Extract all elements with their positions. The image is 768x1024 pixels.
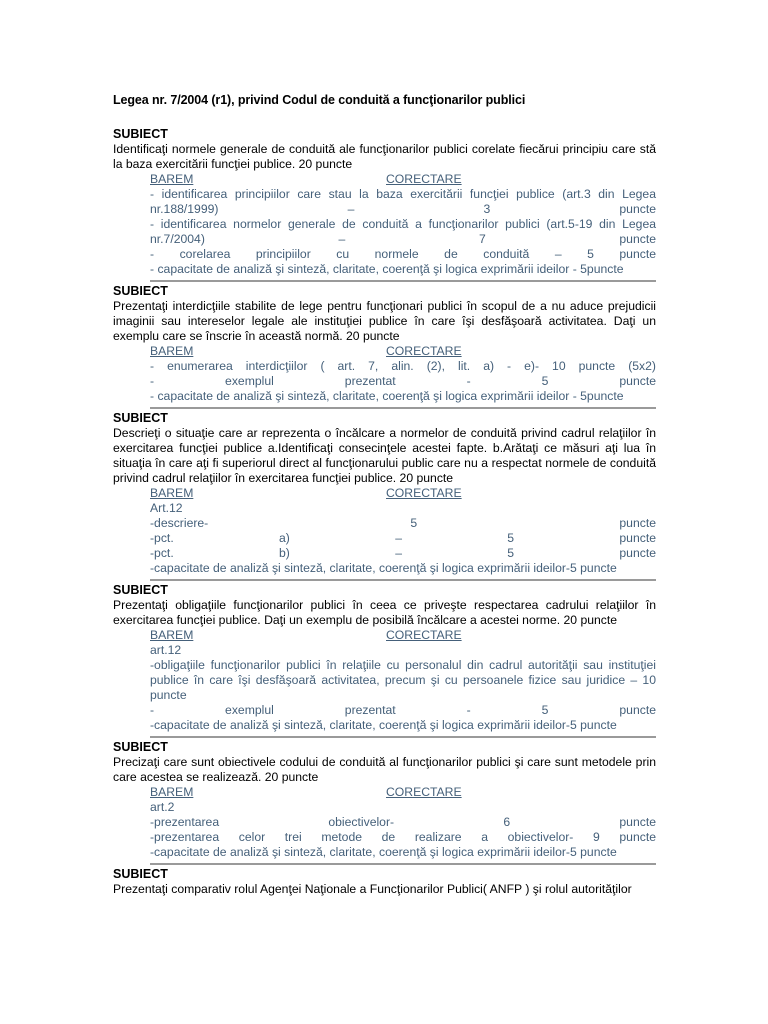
- barem-label: BAREM: [150, 344, 194, 358]
- barem-item: -obligaţiile funcţionarilor publici în relaţiile cu personalul din cadrul autorităţii sau instituţiei publice în care îşi desfăşoară activitatea, precum şi cu persoanele fizice sau juridice – 10 puncte: [150, 658, 656, 702]
- document-title: Legea nr. 7/2004 (r1), privind Codul de conduită a funcţionarilor publici: [113, 93, 526, 107]
- corectare-label: CORECTARE: [386, 785, 462, 799]
- corectare-label: CORECTARE: [386, 628, 462, 642]
- subject-section: [113, 740, 656, 865]
- barem-item: art.12: [150, 643, 182, 657]
- barem-item: - corelarea principiilor cu normele de conduită – 5 puncte: [150, 247, 656, 261]
- barem-item: art.2: [150, 800, 175, 814]
- barem-item: -capacitate de analiză şi sinteză, claritate, coerenţă şi logica exprimării ideilor-5 puncte: [150, 561, 617, 575]
- subject-heading: SUBIECT: [113, 127, 168, 141]
- barem-header: [150, 172, 470, 187]
- barem-item: -pct. b) – 5 puncte: [150, 546, 656, 560]
- barem-item: -prezentarea obiectivelor- 6 puncte: [150, 815, 656, 829]
- barem-block: [150, 172, 656, 282]
- corectare-label: CORECTARE: [386, 344, 462, 358]
- subject-text: Prezentaţi comparativ rolul Agenţei Naţionale a Funcţionarilor Publici( ANFP ) şi rolul autorităţilor: [113, 882, 632, 896]
- barem-item: - capacitate de analiză şi sinteză, claritate, coerenţă şi logica exprimării ideilor - 5puncte: [150, 389, 624, 403]
- barem-item: -capacitate de analiză şi sinteză, claritate, coerenţă şi logica exprimării ideilor-5 puncte: [150, 718, 617, 732]
- barem-label: BAREM: [150, 628, 194, 642]
- subject-text: Prezentaţi interdicţiile stabilite de lege pentru funcţionari publici în scopul de a nu aduce prejudicii imaginii sau intereselor legale ale instituţiei publice în care îşi desfăşoară activitatea. Daţi un exemplu care se înscrie în această normă. 20 puncte: [113, 299, 656, 343]
- barem-block: [150, 486, 656, 581]
- barem-item: -descriere- 5 puncte: [150, 516, 656, 530]
- subject-heading: SUBIECT: [113, 411, 168, 425]
- subject-section: [113, 867, 656, 897]
- barem-header: [150, 344, 470, 359]
- barem-label: BAREM: [150, 172, 194, 186]
- barem-item: -prezentarea celor trei metode de realizare a obiectivelor- 9 puncte: [150, 830, 656, 844]
- corectare-label: CORECTARE: [386, 486, 462, 500]
- barem-block: [150, 785, 656, 865]
- barem-label: BAREM: [150, 785, 194, 799]
- barem-label: BAREM: [150, 486, 194, 500]
- corectare-label: CORECTARE: [386, 172, 462, 186]
- subject-heading: SUBIECT: [113, 583, 168, 597]
- barem-item: - capacitate de analiză şi sinteză, claritate, coerenţă şi logica exprimării ideilor - 5puncte: [150, 262, 624, 276]
- subject-section: [113, 411, 656, 581]
- barem-item: - exemplul prezentat - 5 puncte: [150, 374, 656, 388]
- barem-item: -pct. a) – 5 puncte: [150, 531, 656, 545]
- subject-text: Descrieţi o situaţie care ar reprezenta o încălcare a normelor de conduită privind cadrul relaţiilor în exercitarea funcţiei publice a.Identificaţi consecinţele acestei fapte. b.Arătaţi ce măsuri aţi lua în situaţia în care aţi fi superiorul direct al funcţionarului public care nu a respectat normele de conduită privind cadrul relaţiilor în exercitarea funcţiei publice. 20 puncte: [113, 426, 656, 485]
- subject-text: Identificaţi normele generale de conduită ale funcţionarilor publici corelate fiecărui principiu care stă la baza exercitării funcţiei publice. 20 puncte: [113, 142, 656, 171]
- subject-text: Precizaţi care sunt obiectivele codului de conduită al funcţionarilor publici şi care sunt metodele prin care acestea se realizează. 20 puncte: [113, 755, 656, 784]
- barem-header: [150, 486, 470, 501]
- subject-heading: SUBIECT: [113, 867, 168, 881]
- subject-text: Prezentaţi obligaţiile funcţionarilor publici în ceea ce priveşte respectarea cadrului relaţiilor în exercitarea funcţiei publice. Daţi un exemplu de posibilă încălcare a acestei norme. 20 puncte: [113, 598, 656, 627]
- sections-container: [113, 127, 656, 897]
- subject-section: [113, 284, 656, 409]
- barem-item: - identificarea principiilor care stau la baza exercitării funcţiei publice (art.3 din Legea nr.188/1999) – 3 puncte: [150, 187, 656, 216]
- subject-section: [113, 583, 656, 738]
- subject-heading: SUBIECT: [113, 740, 168, 754]
- subject-heading: SUBIECT: [113, 284, 168, 298]
- barem-item: - enumerarea interdicţiilor ( art. 7, alin. (2), lit. a) - e)- 10 puncte (5x2): [150, 359, 656, 373]
- barem-item: - exemplul prezentat - 5 puncte: [150, 703, 656, 717]
- barem-header: [150, 628, 470, 643]
- barem-item: Art.12: [150, 501, 183, 515]
- barem-block: [150, 628, 656, 738]
- subject-section: [113, 127, 656, 282]
- barem-item: - identificarea normelor generale de conduită a funcţionarilor publici (art.5-19 din Legea nr.7/2004) – 7 puncte: [150, 217, 656, 246]
- barem-item: -capacitate de analiză şi sinteză, claritate, coerenţă şi logica exprimării ideilor-5 puncte: [150, 845, 617, 859]
- barem-header: [150, 785, 470, 800]
- document-page: [113, 92, 656, 897]
- barem-block: [150, 344, 656, 409]
